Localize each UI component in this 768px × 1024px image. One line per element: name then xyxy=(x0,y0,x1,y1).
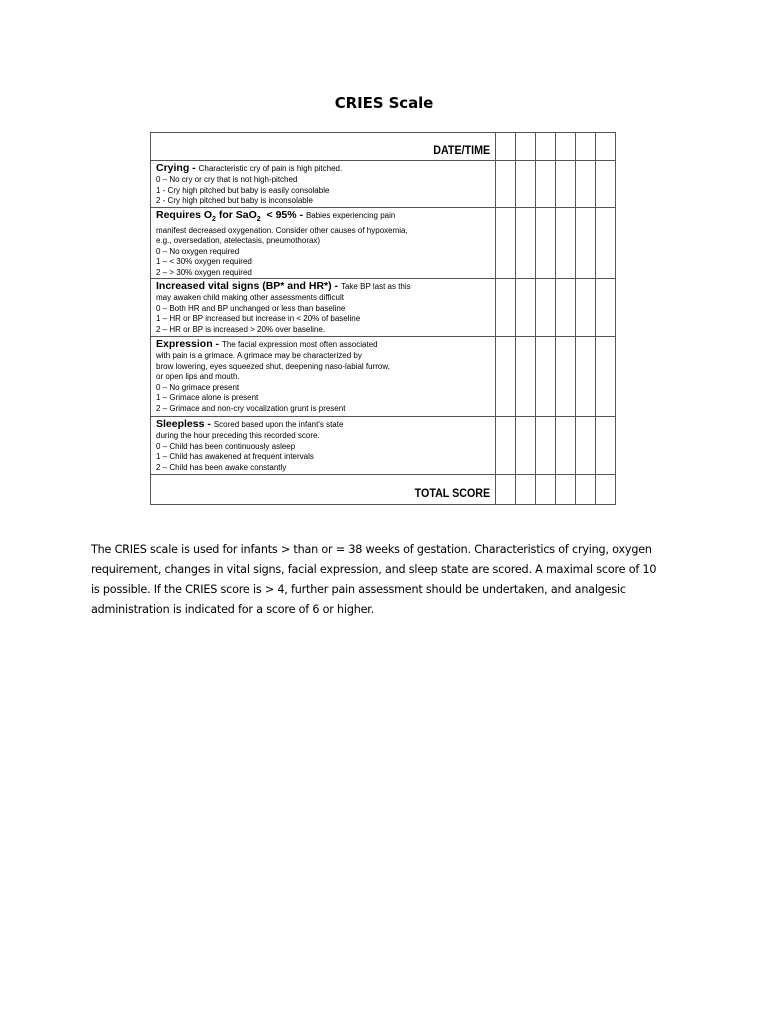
sleepless-score-1: 1 – Child has awakened at frequent intervals xyxy=(156,452,314,462)
vital-signs-score-1: 1 – HR or BP increased but increase in < 20% of baseline xyxy=(156,314,361,324)
crying-score-2: 2 - Cry high pitched but baby is inconsolable xyxy=(156,196,313,205)
score-cell xyxy=(596,161,616,208)
table-row-crying xyxy=(151,161,616,208)
score-cell xyxy=(596,475,616,505)
score-cell xyxy=(576,417,596,475)
score-cell xyxy=(536,161,556,208)
total-score-label: TOTAL SCORE xyxy=(414,488,490,501)
score-cell xyxy=(576,133,596,161)
score-cell xyxy=(596,207,616,279)
score-cell xyxy=(536,475,556,505)
score-cell xyxy=(556,161,576,208)
score-cell xyxy=(596,279,616,337)
crying-score-1: 1 - Cry high pitched but baby is easily consolable xyxy=(156,185,330,195)
score-cell xyxy=(496,133,516,161)
score-cell xyxy=(536,279,556,337)
oxygen-score-0: 0 – No oxygen required xyxy=(156,246,240,256)
expression-score-1: 1 – Grimace alone is present xyxy=(156,393,259,403)
table-header-row xyxy=(151,133,616,161)
description-paragraph xyxy=(91,540,681,620)
score-cell xyxy=(596,337,616,417)
score-cell xyxy=(576,337,596,417)
score-cell xyxy=(576,475,596,505)
crying-heading: Crying - Characteristic cry of pain is high pitched. xyxy=(156,162,343,174)
score-cell xyxy=(516,207,536,279)
score-cell xyxy=(556,475,576,505)
score-cell xyxy=(576,279,596,337)
score-cell xyxy=(516,417,536,475)
paragraph-line: requirement, changes in vital signs, facial expression, and sleep state are scored. A maximal score of 10 xyxy=(91,563,657,576)
score-cell xyxy=(556,133,576,161)
score-cell xyxy=(516,133,536,161)
score-cell xyxy=(576,207,596,279)
score-cell xyxy=(556,279,576,337)
score-cell xyxy=(516,337,536,417)
score-cell xyxy=(496,475,516,505)
vital-signs-score-2: 2 – HR or BP is increased > 20% over baseline. xyxy=(156,324,326,334)
crying-score-0: 0 – No cry or cry that is not high-pitched xyxy=(156,175,298,184)
date-time-header: DATE/TIME xyxy=(433,145,490,157)
score-cell xyxy=(516,279,536,337)
oxygen-score-2: 2 – > 30% oxygen required xyxy=(156,267,252,277)
score-cell xyxy=(496,337,516,417)
score-cell xyxy=(496,207,516,279)
requires-oxygen-heading: Requires $O_2$ for SaO$_2$ < 95% - Babies experiencing pain xyxy=(156,208,396,223)
cries-score-table xyxy=(150,132,616,505)
paragraph-line: is possible. If the CRIES score is > 4, further pain assessment should be undertaken, and analgesic xyxy=(91,583,626,596)
score-cell xyxy=(536,417,556,475)
paragraph-line: administration is indicated for a score of 6 or higher. xyxy=(91,603,375,616)
total-score-row xyxy=(151,475,616,505)
score-cell xyxy=(496,417,516,475)
score-cell xyxy=(536,207,556,279)
score-cell xyxy=(556,207,576,279)
sleepless-heading: Sleepless - Scored based upon the infant's state xyxy=(156,418,344,431)
vital-signs-score-0: 0 – Both HR and BP unchanged or less than baseline xyxy=(156,303,346,313)
paragraph-line: The CRIES scale is used for infants > than or = 38 weeks of gestation. Characteristics of crying, oxygen xyxy=(91,543,652,556)
table-row-vital-signs: Increased vital signs (BP* and HR*) - Take BP last as this may awaken child making other assessments difficult 0 – Both HR and BP unchanged or less than baseline 1 – HR or BP increased but increase in < 20% of baseline 2 – HR or BP is increased > 20% over baseline. xyxy=(151,279,616,337)
score-cell xyxy=(516,161,536,208)
score-cell xyxy=(516,475,536,505)
score-cell xyxy=(556,337,576,417)
score-cell xyxy=(576,161,596,208)
sleepless-score-0: 0 – Child has been continuously asleep xyxy=(156,441,296,451)
score-cell xyxy=(596,133,616,161)
score-cell xyxy=(496,161,516,208)
score-cell xyxy=(536,337,556,417)
oxygen-score-1: 1 – < 30% oxygen required xyxy=(156,257,252,267)
table-row-sleepless: Sleepless - Scored based upon the infant's state during the hour preceding this recorded score. 0 – Child has been continuously asleep 1 – Child has awakened at frequent intervals 2 – Child has been awake constantly xyxy=(151,417,616,475)
score-cell xyxy=(556,417,576,475)
score-cell xyxy=(536,133,556,161)
expression-score-2: 2 – Grimace and non-cry vocalization grunt is present xyxy=(156,403,346,413)
table-row-requires-oxygen: Requires $O_2$ for SaO$_2$ < 95% - Babies experiencing pain manifest decreased oxygenation. Consider other causes of hypoxemia, e.g., oversedation, atelectasis, pneumothorax) 0 – No oxygen required 1 – < 30% oxygen required 2 – > 30% oxygen required xyxy=(151,207,616,279)
score-cell xyxy=(596,417,616,475)
score-cell xyxy=(496,279,516,337)
table-row-expression: Expression - The facial expression most often associated with pain is a grimace. A grimace may be characterized by brow lowering, eyes squeezed shut, deepening naso-labial furrow, or open lips and mouth. 0 – No grimace present 1 – Grimace alone is present 2 – Grimace and non-cry vocalization grunt is present xyxy=(151,337,616,417)
expression-score-0: 0 – No grimace present xyxy=(156,382,240,392)
expression-heading: Expression - The facial expression most often associated xyxy=(156,338,378,351)
sleepless-score-2: 2 – Child has been awake constantly xyxy=(156,462,287,472)
document-title: CRIES Scale xyxy=(334,94,434,112)
vital-signs-heading: Increased vital signs (BP* and HR*) - Take BP last as this xyxy=(156,280,411,293)
